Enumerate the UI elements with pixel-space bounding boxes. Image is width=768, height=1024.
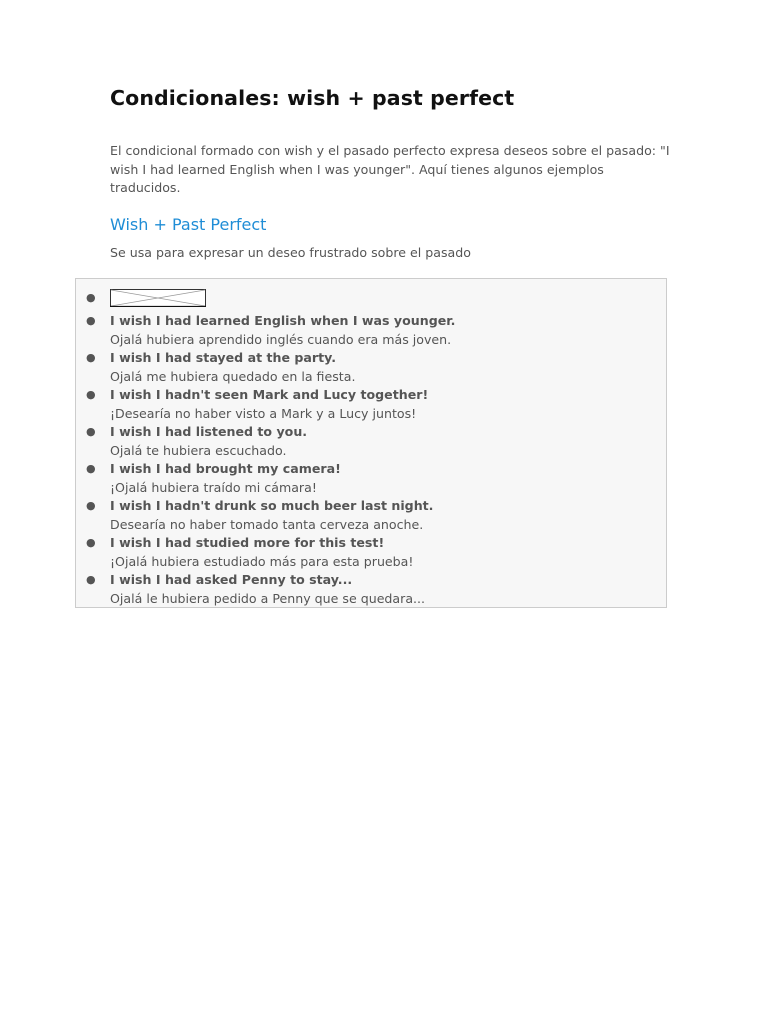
list-item-image [76,289,666,312]
example-english: I wish I had listened to you. [110,424,308,439]
example-english: I wish I had stayed at the party. [110,350,336,365]
example-spanish: Ojalá le hubiera pedido a Penny que se quedara... [110,590,426,606]
example-spanish: Ojalá me hubiera quedado en la fiesta. [110,368,356,384]
intro-paragraph: El condicional formado con wish y el pasado perfecto expresa deseos sobre el pasado: "I wish I had learned English when I was younger". Aquí tienes algunos ejemplos traducidos. [110,143,670,195]
section-subtitle: Se usa para expresar un deseo frustrado sobre el pasado [110,245,471,260]
example-english: I wish I had studied more for this test! [110,535,385,550]
bullet-icon: ● [86,573,96,586]
bullet-icon: ● [86,291,96,304]
list-item [76,534,666,571]
example-english: I wish I had learned English when I was younger. [110,313,456,328]
bullet-icon: ● [86,499,96,512]
bullet-icon: ● [86,351,96,364]
example-english: I wish I had asked Penny to stay... [110,572,353,587]
list-item [76,349,666,386]
bullet-icon: ● [86,536,96,549]
example-spanish: Ojalá hubiera aprendido inglés cuando era más joven. [110,331,452,347]
list-item [76,312,666,349]
bullet-icon: ● [86,314,96,327]
example-english: I wish I had brought my camera! [110,461,341,476]
examples-box [75,278,667,608]
example-spanish: ¡Ojalá hubiera traído mi cámara! [110,479,317,495]
example-english: I wish I hadn't seen Mark and Lucy together! [110,387,429,402]
example-spanish: Desearía no haber tomado tanta cerveza anoche. [110,516,424,532]
broken-image-icon [110,289,206,307]
example-spanish: ¡Desearía no haber visto a Mark y a Lucy juntos! [110,405,417,421]
list-item [76,423,666,460]
page-title: Condicionales: wish + past perfect [110,86,515,110]
bullet-icon: ● [86,425,96,438]
example-spanish: ¡Ojalá hubiera estudiado más para esta prueba! [110,553,414,569]
list-item [76,460,666,497]
list-item [76,571,666,608]
section-title: Wish + Past Perfect [110,215,267,234]
example-spanish: Ojalá te hubiera escuchado. [110,442,287,458]
list-item [76,497,666,534]
list-item [76,386,666,423]
bullet-icon: ● [86,388,96,401]
examples-list [76,288,666,608]
example-english: I wish I hadn't drunk so much beer last night. [110,498,434,513]
bullet-icon: ● [86,462,96,475]
